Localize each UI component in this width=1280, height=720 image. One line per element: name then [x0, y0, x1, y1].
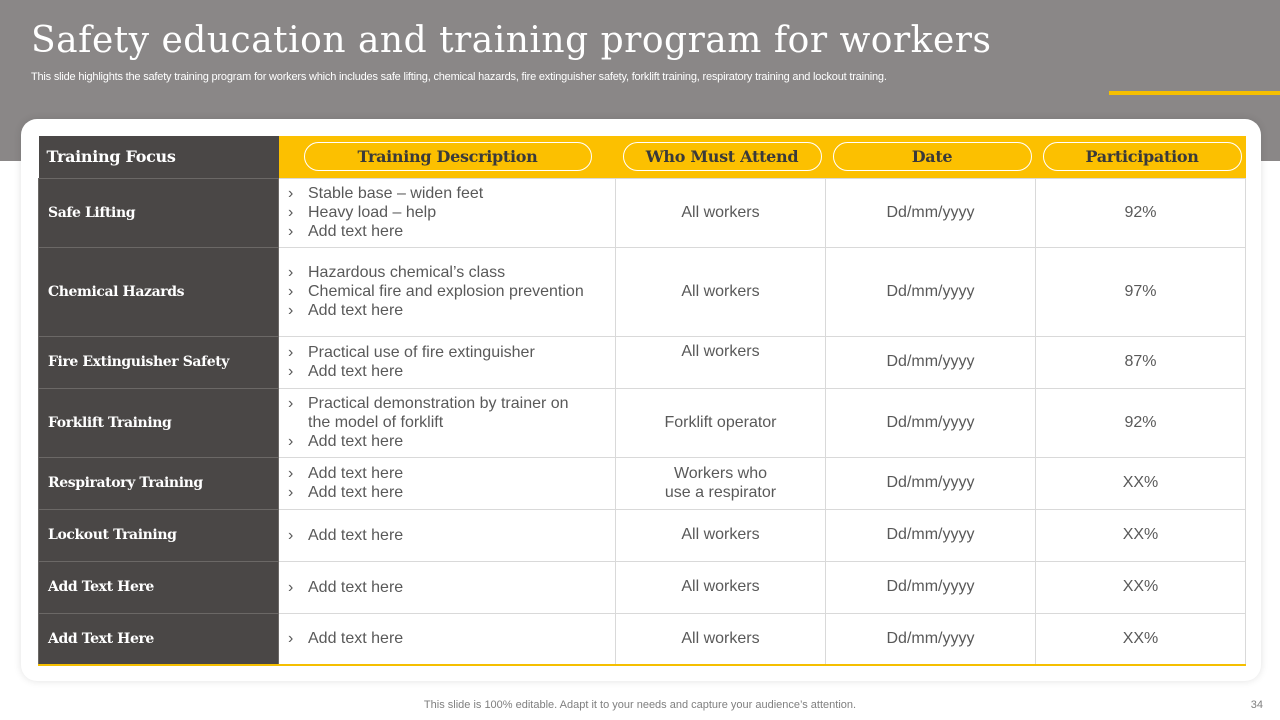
- training-description-cell: [279, 336, 616, 388]
- header-who-must-attend: Who Must Attend: [623, 142, 822, 171]
- date-cell: Dd/mm/yyyy: [826, 247, 1036, 336]
- training-description-cell: [279, 388, 616, 457]
- table-row: [39, 509, 1246, 561]
- table-row: [39, 178, 1246, 247]
- training-focus-cell: Chemical Hazards: [39, 247, 279, 336]
- training-table: [38, 136, 1246, 666]
- training-focus-cell: Forklift Training: [39, 388, 279, 457]
- training-description-cell: [279, 561, 616, 613]
- description-bullet: › Add text here: [288, 362, 615, 381]
- participation-cell: XX%: [1036, 613, 1246, 665]
- participation-cell: 92%: [1036, 388, 1246, 457]
- who-must-attend-cell: Forklift operator: [616, 388, 826, 457]
- training-description-cell: [279, 247, 616, 336]
- header-date-cell: [826, 136, 1036, 178]
- who-must-attend-cell: All workers: [616, 247, 826, 336]
- who-must-attend-cell: All workers: [616, 561, 826, 613]
- header-date: Date: [833, 142, 1032, 171]
- who-must-attend-cell: All workers: [616, 613, 826, 665]
- table-row: [39, 561, 1246, 613]
- who-must-attend-cell: All workers: [616, 178, 826, 247]
- description-bullet: › Add text here: [288, 301, 615, 320]
- date-cell: Dd/mm/yyyy: [826, 336, 1036, 388]
- training-focus-cell: Fire Extinguisher Safety: [39, 336, 279, 388]
- description-bullet: › Add text here: [288, 629, 615, 648]
- header-participation-cell: [1036, 136, 1246, 178]
- slide-subtitle: This slide highlights the safety training program for workers which includes safe lifting, chemical hazards, fire extinguisher safety, forklift training, respiratory training and lockout training.: [31, 71, 887, 83]
- description-bullet: › Practical use of fire extinguisher: [288, 343, 615, 362]
- header-training-focus: Training Focus: [39, 136, 279, 178]
- training-description-cell: [279, 457, 616, 509]
- participation-cell: XX%: [1036, 457, 1246, 509]
- description-bullet: › Stable base – widen feet: [288, 184, 615, 203]
- participation-cell: XX%: [1036, 509, 1246, 561]
- description-bullet: › Chemical fire and explosion prevention: [288, 282, 615, 301]
- header-who-must-attend-cell: [616, 136, 826, 178]
- page-number: 34: [1250, 699, 1263, 711]
- training-focus-cell: Add Text Here: [39, 561, 279, 613]
- date-cell: Dd/mm/yyyy: [826, 457, 1036, 509]
- description-bullet: › Practical demonstration by trainer on the model of forklift: [288, 394, 575, 432]
- training-description-cell: [279, 178, 616, 247]
- participation-cell: 97%: [1036, 247, 1246, 336]
- table-row: [39, 336, 1246, 388]
- participation-cell: XX%: [1036, 561, 1246, 613]
- date-cell: Dd/mm/yyyy: [826, 561, 1036, 613]
- participation-cell: 87%: [1036, 336, 1246, 388]
- footer-note: This slide is 100% editable. Adapt it to your needs and capture your audience’s attention.: [423, 699, 857, 711]
- training-description-cell: [279, 509, 616, 561]
- training-focus-cell: Add Text Here: [39, 613, 279, 665]
- description-bullet: › Hazardous chemical’s class: [288, 263, 615, 282]
- table-row: [39, 247, 1246, 336]
- header-training-description-cell: [279, 136, 616, 178]
- training-focus-cell: Safe Lifting: [39, 178, 279, 247]
- table-row: [39, 457, 1246, 509]
- description-bullet: › Heavy load – help: [288, 203, 615, 222]
- slide-title: Safety education and training program for workers: [31, 20, 992, 61]
- participation-cell: 92%: [1036, 178, 1246, 247]
- date-cell: Dd/mm/yyyy: [826, 509, 1036, 561]
- training-focus-cell: Lockout Training: [39, 509, 279, 561]
- description-bullet: › Add text here: [288, 464, 615, 483]
- date-cell: Dd/mm/yyyy: [826, 388, 1036, 457]
- description-bullet: › Add text here: [288, 526, 615, 545]
- training-focus-cell: Respiratory Training: [39, 457, 279, 509]
- description-bullet: › Add text here: [288, 222, 615, 241]
- who-must-attend-cell: Workers who use a respirator: [616, 457, 826, 509]
- date-cell: Dd/mm/yyyy: [826, 178, 1036, 247]
- table-header-row: [39, 136, 1246, 178]
- training-description-cell: [279, 613, 616, 665]
- who-must-attend-cell: All workers: [616, 336, 826, 388]
- date-cell: Dd/mm/yyyy: [826, 613, 1036, 665]
- description-bullet: › Add text here: [288, 578, 615, 597]
- description-bullet: › Add text here: [288, 432, 575, 451]
- description-bullet: › Add text here: [288, 483, 615, 502]
- accent-line: [1109, 91, 1280, 95]
- who-must-attend-cell: All workers: [616, 509, 826, 561]
- table-row: [39, 613, 1246, 665]
- header-participation: Participation: [1043, 142, 1242, 171]
- header-training-description: Training Description: [304, 142, 592, 171]
- table-row: [39, 388, 1246, 457]
